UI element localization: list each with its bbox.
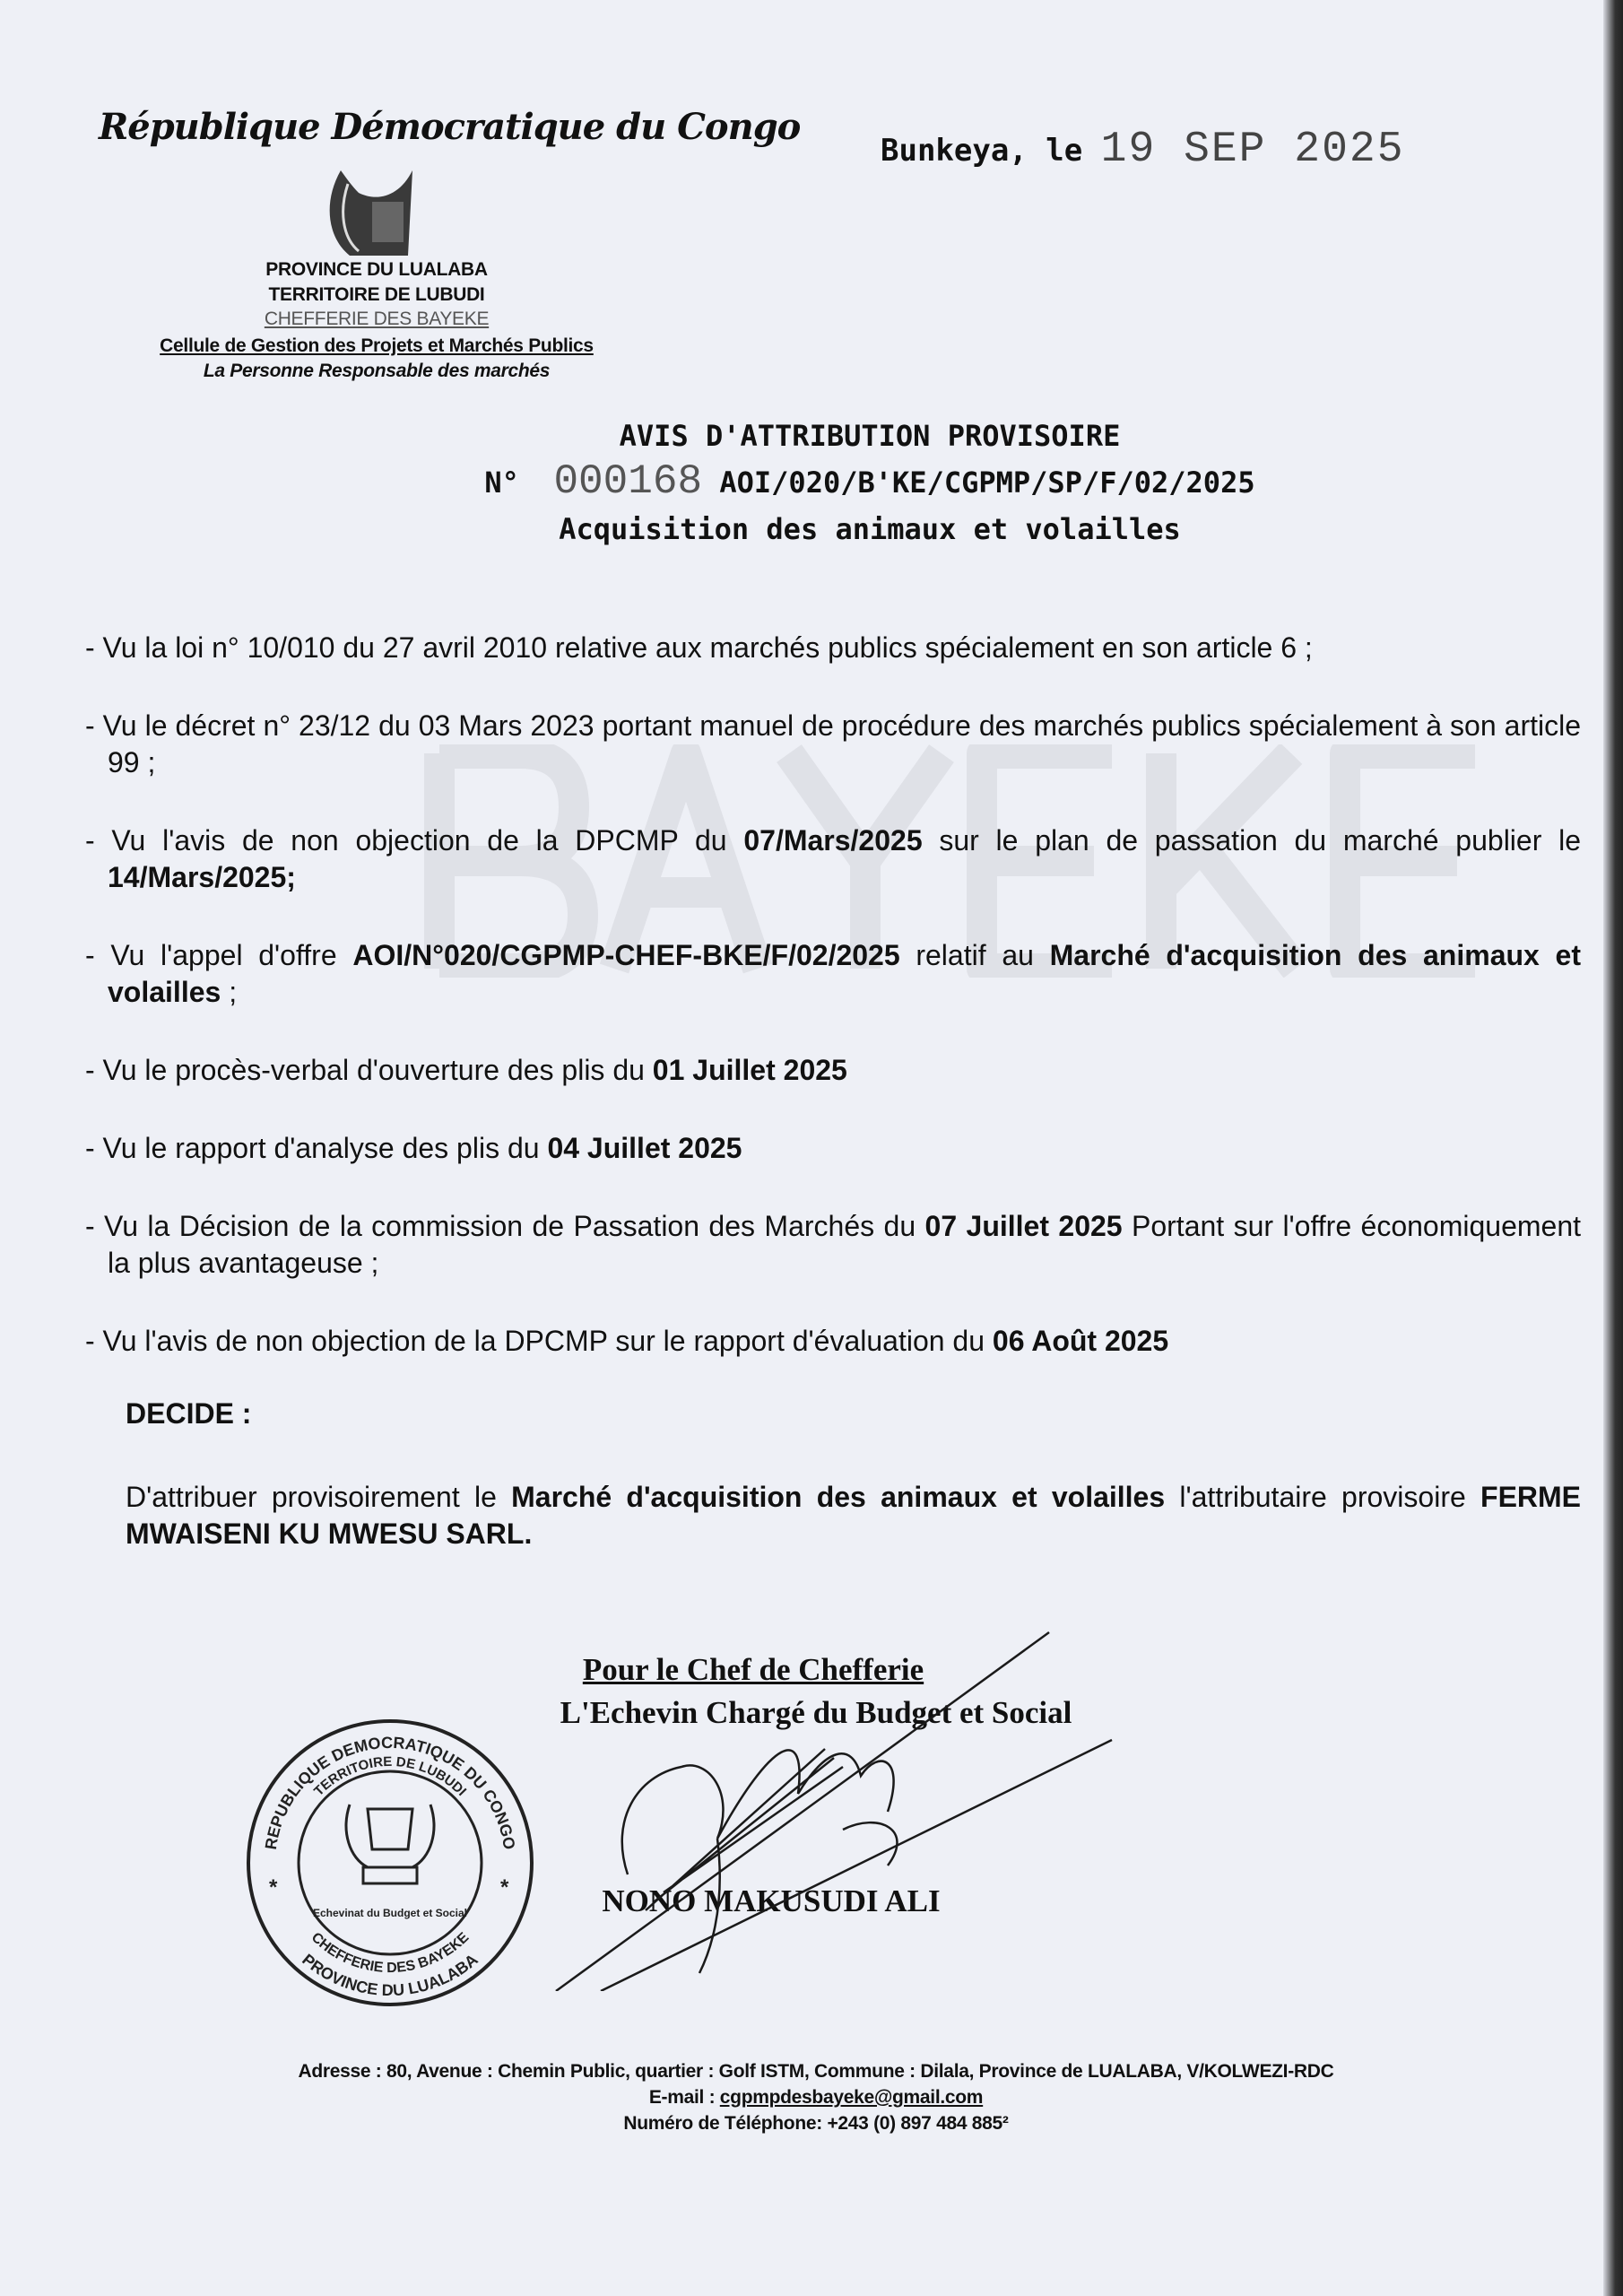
text: Pour le Chef de Chefferie (582, 1652, 924, 1687)
coat-of-arms-logo (323, 166, 426, 260)
consideration-5 (85, 1052, 1581, 1089)
date-stamp: 19 SEP 2025 (1100, 126, 1405, 174)
reference: AOI/020/B'KE/CGPMP/SP/F/02/2025 (719, 465, 1255, 500)
country-heading: République Démocratique du Congo (99, 106, 801, 148)
notice-subject: Acquisition des animaux et volailles (559, 512, 1181, 546)
tender-ref: AOI/N°020/CGPMP-CHEF-BKE/F/02/2025 (352, 939, 900, 971)
signatory-name: NONO MAKUSUDI ALI (602, 1883, 941, 1918)
chefferie-label: CHEFFERIE DES BAYEKE (264, 309, 490, 329)
date: 07/Mars/2025 (743, 824, 923, 857)
consideration-4 (85, 937, 1581, 1011)
text: - Vu la loi n° 10/010 du 27 avril 2010 relative aux marchés publics spécialement en son article 6 ; (85, 631, 1313, 664)
text: - Vu l'appel d'offre (85, 939, 353, 971)
seal-outer-text: REPUBLIQUE DEMOCRATIQUE DU CONGO (261, 1733, 519, 1851)
date: 07 Juillet 2025 (924, 1210, 1123, 1242)
scan-edge (1603, 0, 1623, 2296)
consideration-2 (85, 708, 1581, 781)
seal-bottom-text-2: PROVINCE DU LUALABA (299, 1950, 482, 2000)
text: Portant sur l'offre économiquement la plus avantageuse ; (108, 1210, 1582, 1279)
date: 04 Juillet 2025 (547, 1132, 742, 1164)
handwritten-signature (502, 1614, 1130, 1991)
seal-bottom-text: CHEFFERIE DES BAYEKE (308, 1929, 473, 1977)
text: ; (286, 861, 296, 893)
text: - Vu l'avis de non objection de la DPCMP du (85, 824, 744, 857)
province-label: PROVINCE DU LUALABA (265, 259, 488, 280)
date: 06 Août 2025 (992, 1325, 1169, 1357)
decision-text (126, 1479, 1581, 1552)
text: - Vu le rapport d'analyse des plis du (85, 1132, 548, 1164)
official-seal (242, 1715, 538, 2011)
market-name: Marché d'acquisition des animaux et volailles (108, 939, 1582, 1008)
consideration-6 (85, 1130, 1581, 1167)
seal-inner-text: TERRITOIRE DE LUBUDI (310, 1753, 470, 1799)
footer-phone: Numéro de Téléphone: +243 (0) 897 484 885² (623, 2113, 1009, 2134)
email-label: E-mail : (648, 2087, 720, 2108)
text: sur le plan de passation du marché publier le (922, 824, 1582, 857)
number-label: N° (484, 465, 519, 500)
consideration-8 (85, 1323, 1581, 1360)
date: 01 Juillet 2025 (652, 1054, 847, 1086)
date-prefix: Bunkeya, le (881, 133, 1083, 169)
awardee: FERME MWAISENI KU MWESU SARL. (126, 1481, 1582, 1550)
consideration-3 (85, 822, 1581, 896)
text: - Vu l'avis de non objection de la DPCMP sur le rapport d'évaluation du (85, 1325, 993, 1357)
signature-line2: L'Echevin Chargé du Budget et Social (560, 1695, 1072, 1730)
cell-label: Cellule de Gestion des Projets et Marchés Publics (160, 335, 594, 356)
consideration-7 (85, 1208, 1581, 1282)
text: relatif au (899, 939, 1050, 971)
date: 14/Mars/2025 (108, 861, 287, 893)
text: - Vu le décret n° 23/12 du 03 Mars 2023 portant manuel de procédure des marchés publics spécialement à son article 99 ; (85, 709, 1581, 778)
body-column (85, 630, 1581, 1594)
text: ; (221, 976, 238, 1008)
notice-title: AVIS D'ATTRIBUTION PROVISOIRE (619, 419, 1121, 453)
footer-email-line (179, 2084, 1453, 2110)
responsible-label: La Personne Responsable des marchés (203, 361, 551, 381)
email-link[interactable]: cgpmpdesbayeke@gmail.com (719, 2087, 984, 2108)
text: - Vu le procès-verbal d'ouverture des plis du (85, 1054, 653, 1086)
seal-center-text: Echevinat du Budget et Social (312, 1907, 468, 1919)
decide-heading: DECIDE : (126, 1397, 252, 1430)
market-name: Marché d'acquisition des animaux et volailles (511, 1481, 1166, 1513)
territory-label: TERRITOIRE DE LUBUDI (268, 284, 485, 305)
footer-address: Adresse : 80, Avenue : Chemin Public, quartier : Golf ISTM, Commune : Dilala, Province de LUALABA, V/KOLWEZI-RDC (298, 2061, 1334, 2082)
seal-star-icon: * (500, 1875, 509, 1900)
text: - Vu la Décision de la commission de Passation des Marchés du (85, 1210, 925, 1242)
date-line (881, 126, 1405, 174)
seal-star-icon: * (269, 1875, 278, 1900)
text: l'attributaire provisoire (1165, 1481, 1481, 1513)
text: D'attribuer provisoirement le (126, 1481, 512, 1513)
number-stamp: 000168 (553, 458, 703, 505)
consideration-1 (85, 630, 1581, 666)
coat-of-arms-icon (346, 1805, 434, 1883)
notice-number (359, 457, 1381, 507)
